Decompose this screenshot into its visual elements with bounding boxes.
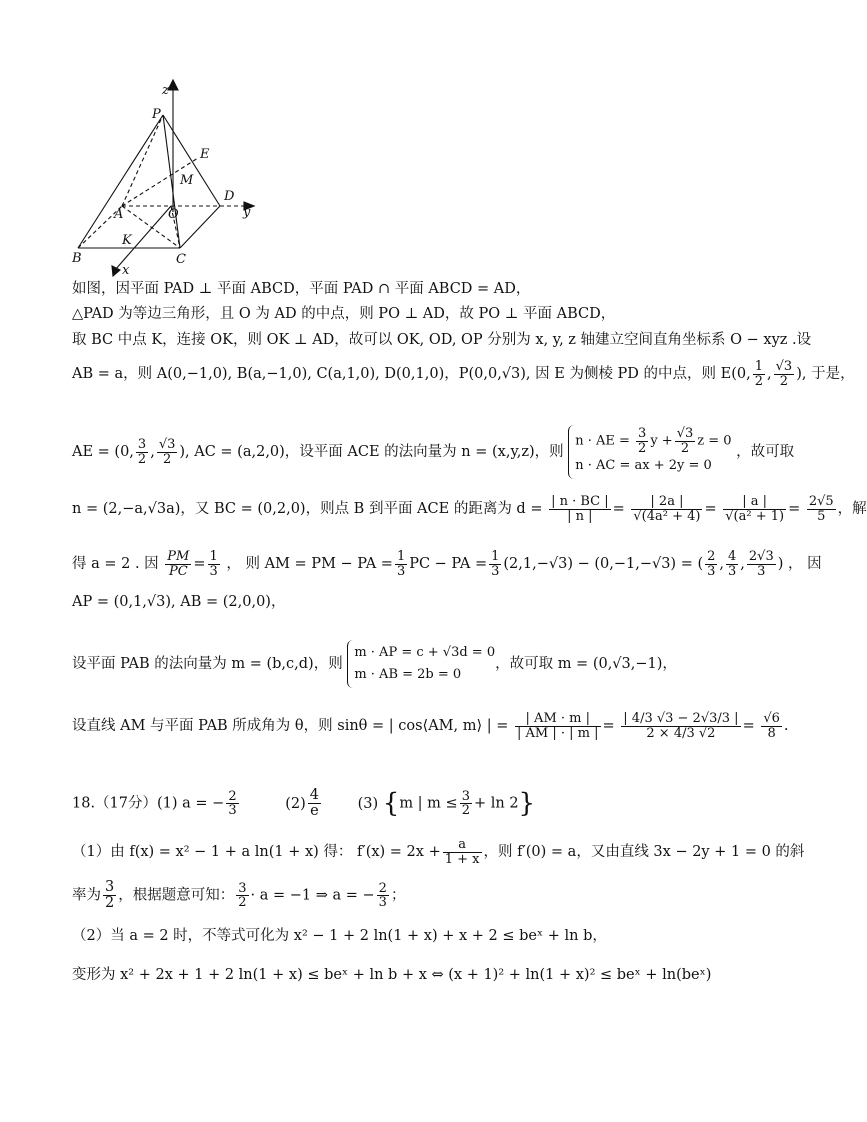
line-7d: (2,1,−√3) − (0,−1,−√3) = ( <box>503 556 704 573</box>
line-13b: ，根据题意可知： <box>118 887 235 904</box>
frac-ans2: $\frac{4}{e}$ <box>309 787 319 820</box>
frac-one-third-a: $\frac{1}{3}$ <box>209 549 218 579</box>
frac-res2: $\frac{4}{3}$ <box>728 549 737 579</box>
label-D: D <box>224 189 235 204</box>
label-K: K <box>122 233 132 248</box>
line-12b: ，则 f′(0) = a，又由直线 3x − 2y + 1 = 0 的斜 <box>483 844 805 861</box>
line-12 <box>72 838 804 866</box>
line-7b: ， 则 AM = PM − PA = <box>226 556 393 573</box>
line-10a: 设直线 AM 与平面 PAB 所成角为 θ，则 sinθ = | cos⟨AM, m⟩ | = <box>72 718 509 735</box>
frac-ae-z: $\frac{√3}{2}$ <box>158 437 176 467</box>
line-13a: 率为 <box>72 887 101 904</box>
line-7: 得 a = 2 . 因 $\frac{PM}{PC}$ = $\frac{1}{3}$ ， 则 AM = PM − PA = $\frac{1}{3}$ PC − PA = $\frac{1}{3}$ (2,1,−√3) − (0,−1,−√3) = ( $\frac{2}{3}$ , $\frac{4}{3}$ , $\frac{2√3}{3}$ ) ， 因 <box>72 549 822 579</box>
frac-res3: $\frac{2√3}{3}$ <box>748 549 774 579</box>
line-8: AP = (0,1,√3), AB = (2,0,0)， <box>72 594 286 610</box>
edge-CD <box>180 206 220 248</box>
frac-d2: $\frac{| 2a |}{\text{√(4a² + 4)}}$ <box>633 494 701 524</box>
edge-PC <box>163 115 180 248</box>
line-11e: + ln 2 <box>473 795 519 812</box>
line-7a: 得 a = 2 . 因 <box>72 556 159 573</box>
line-12a: （1）由 f(x) = x² − 1 + a ln(1 + x) 得： f′(x) = 2x + <box>72 844 441 861</box>
frac-d4: $\frac{2√5}{5}$ <box>808 494 834 524</box>
line-4: AB = a，则 A(0,−1,0), B(a,−1,0), C(a,1,0), D(0,1,0)，P(0,0,√3), 因 E 为侧棱 PD 的中点，则 E(0, $\frac{1}{2}$ , $\frac{√3}{2}$ ), 于是， <box>72 359 855 389</box>
frac-fp: $\frac{a}{1 + x}$ <box>444 837 480 867</box>
frac-slope: $\frac{3}{2}$ <box>105 879 115 912</box>
edge-PD <box>163 115 220 206</box>
z-arrow <box>168 80 178 90</box>
line-5: AE = (0, $\frac{3}{2}$ , $\frac{√3}{2}$ ), AC = (a,2,0)，设平面 ACE 的法向量为 n = (x,y,z)，则 n · AE = $\frac{3}{2}$ y + $\frac{√3}{2}$ z = 0 n · AC = ax + 2y = 0 ，故可取 <box>72 425 794 479</box>
line-6a: n = (2,−a,√3a)，又 BC = (0,2,0)，则点 B 到平面 ACE 的距离为 d = <box>72 501 543 518</box>
line-9b: ，故可取 m = (0,√3,−1)， <box>495 656 677 672</box>
frac-ans3: $\frac{3}{2}$ <box>461 788 470 819</box>
label-M: M <box>180 173 194 188</box>
frac-sin3: $\frac{√6}{8}$ <box>763 711 780 741</box>
frac-sys1-b: $\frac{√3}{2}$ <box>676 426 694 456</box>
line-11d: m | m ≤ <box>399 795 458 812</box>
frac-sys1-a: $\frac{3}{2}$ <box>638 426 647 456</box>
line-6: n = (2,−a,√3a)，又 BC = (0,2,0)，则点 B 到平面 ACE 的距离为 d = $\frac{| n \cdot BC |}{| n |}$ = $\frac{| 2a |}{\text{√(4a² + 4)}}$ = $\frac{| a |}{\text{√(a² + 1)}}$ = $\frac{2√5}{5}$ ，解 <box>72 494 867 524</box>
frac-d3: $\frac{| a |}{\text{√(a² + 1)}}$ <box>725 494 785 524</box>
frac-sin1: $\frac{| AM \cdot m |}{| AM | \cdot | m |}$ <box>517 711 599 741</box>
frac-ans1: $\frac{2}{3}$ <box>228 788 237 819</box>
x-arrow <box>112 266 120 276</box>
pyramid-figure <box>60 80 270 280</box>
line-11: 18.（17分）(1) a = − $\frac{2}{3}$ (2) $\frac{4}{e}$ (3) {m | m ≤ $\frac{3}{2}$ + ln 2} <box>72 787 536 820</box>
frac-e-z: $\frac{√3}{2}$ <box>775 359 793 389</box>
line-11c: (3) <box>357 795 379 812</box>
frac-e-y: $\frac{1}{2}$ <box>754 359 764 389</box>
label-x: x <box>122 263 130 278</box>
label-C: C <box>176 252 186 267</box>
label-O: O <box>168 207 179 222</box>
label-B: B <box>72 251 82 266</box>
label-y: y <box>243 205 251 220</box>
line-13c: · a = −1 ⇒ a = − <box>250 887 375 904</box>
line-7c: PC − PA = <box>409 556 488 573</box>
line-15: 变形为 x² + 2x + 1 + 2 ln(1 + x) ≤ beˣ + ln b + x ⇔ (x + 1)² + ln(1 + x)² ≤ beˣ + ln(beˣ) <box>72 967 712 983</box>
line-11a: 18.（17分）(1) a = − <box>72 795 225 812</box>
edge-PB <box>78 115 163 248</box>
frac-d1: $\frac{| n \cdot BC |}{| n |}$ <box>551 494 609 524</box>
line-11b: (2) <box>285 795 306 812</box>
system-pab: m · AP = c + √3d = 0 m · AB = 2b = 0 <box>347 640 495 688</box>
frac-neg23: $\frac{2}{3}$ <box>378 880 387 911</box>
frac-ae-y: $\frac{3}{2}$ <box>137 437 147 467</box>
frac-one-third-b: $\frac{1}{3}$ <box>396 549 406 579</box>
label-z: z <box>162 83 169 98</box>
line-10: 设直线 AM 与平面 PAB 所成角为 θ，则 sinθ = | cos⟨AM, m⟩ | = $\frac{| AM \cdot m |}{| AM | \cdot | m |}$ = $\frac{| 4/3 √3 - 2√3/3 |}{2 \times 4/3 √2}$ = $\frac{√6}{8}$ . <box>72 711 789 741</box>
frac-one-third-c: $\frac{1}{3}$ <box>491 549 500 579</box>
label-P: P <box>152 107 161 122</box>
frac-res1: $\frac{2}{3}$ <box>707 549 716 579</box>
line-9 <box>72 640 677 688</box>
line-9a: 设平面 PAB 的法向量为 m = (b,c,d)，则 <box>72 656 343 672</box>
line-5b: ), AC = (a,2,0)，设平面 ACE 的法向量为 n = (x,y,z)，则 <box>179 444 564 461</box>
label-E: E <box>200 147 210 162</box>
frac-pm-pc: $\frac{PM}{PC}$ <box>167 549 190 579</box>
line-4a: AB = a，则 A(0,−1,0), B(a,−1,0), C(a,1,0), D(0,1,0)，P(0,0,√3), 因 E 为侧棱 PD 的中点，则 E(0, <box>72 366 751 383</box>
line-2: △PAD 为等边三角形，且 O 为 AD 的中点，则 PO ⊥ AD，故 PO ⊥ 平面 ABCD， <box>72 306 616 322</box>
label-A: A <box>114 207 124 222</box>
line-13d: ； <box>390 887 406 904</box>
frac-slope2: $\frac{3}{2}$ <box>238 880 247 911</box>
line-6b: ，解 <box>837 501 867 518</box>
frac-sin2: $\frac{| 4/3 √3 - 2√3/3 |}{2 \times 4/3 √2}$ <box>623 711 739 741</box>
line-5c: ，故可取 <box>736 444 795 461</box>
line-5a: AE = (0, <box>72 444 134 461</box>
line-13 <box>72 880 405 911</box>
system-ace: n · AE = $\frac{3}{2}$ y + $\frac{√3}{2}$ z = 0 n · AC = ax + 2y = 0 <box>568 425 731 479</box>
line-7e: ) ， 因 <box>777 556 822 573</box>
line-10b: = <box>602 718 615 735</box>
line-1: 如图，因平面 PAD ⊥ 平面 ABCD，平面 PAD ∩ 平面 ABCD = AD， <box>72 281 531 297</box>
edge-PA <box>122 115 163 206</box>
line-4b: ), 于是， <box>796 366 855 383</box>
line-14: （2）当 a = 2 时，不等式可化为 x² − 1 + 2 ln(1 + x) + x + 2 ≤ beˣ + ln b， <box>72 928 607 944</box>
line-3: 取 BC 中点 K，连接 OK，则 OK ⊥ AD，故可以 OK, OD, OP 分别为 x, y, z 轴建立空间直角坐标系 O − xyz .设 <box>72 332 812 348</box>
